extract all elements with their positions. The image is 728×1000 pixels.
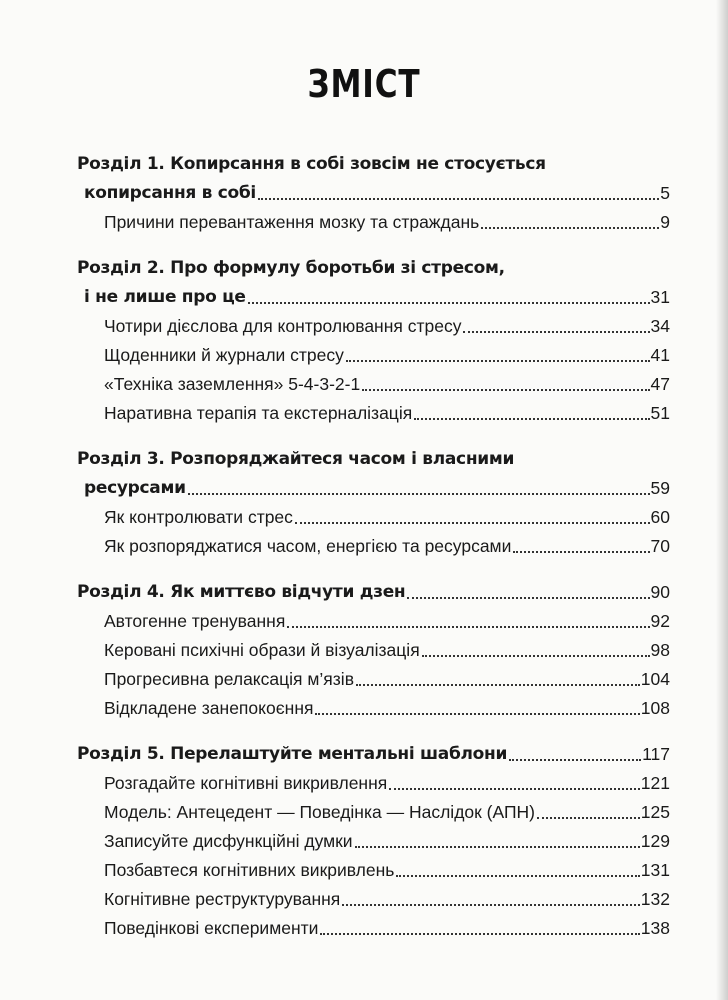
- toc-item-label: Прогресивна релаксація м’язів: [104, 669, 354, 689]
- chapter-heading[interactable]: [77, 150, 670, 179]
- toc-item[interactable]: [77, 532, 670, 561]
- page-title: ЗМІСТ: [307, 62, 421, 106]
- toc-item[interactable]: [77, 665, 670, 694]
- page-number: 90: [650, 582, 670, 602]
- chapter-title-line2: копирсання в собі: [84, 183, 256, 203]
- dot-leader: [509, 758, 641, 761]
- chapter-title-line1: Розділ 4. Як миттєво відчути дзен: [77, 582, 406, 602]
- toc-item[interactable]: [77, 607, 670, 636]
- toc-item[interactable]: [77, 636, 670, 665]
- toc-item[interactable]: [77, 341, 670, 370]
- page-number: 5: [660, 183, 670, 203]
- toc-item-label: Як контролювати стрес: [104, 507, 293, 527]
- toc-item[interactable]: [77, 885, 670, 914]
- dot-leader: [258, 197, 659, 200]
- toc-item[interactable]: [77, 798, 670, 827]
- toc-item-label: Позбавтеся когнітивних викривлень: [104, 860, 395, 880]
- page-number: 138: [640, 918, 670, 938]
- chapter-title-line1: Розділ 5. Перелаштуйте ментальні шаблони: [77, 744, 508, 764]
- dot-leader: [407, 596, 649, 599]
- toc-item[interactable]: [77, 312, 670, 341]
- toc-section-1: [77, 150, 670, 237]
- dot-leader: [315, 712, 639, 715]
- dot-leader: [320, 932, 639, 935]
- dot-leader: [346, 359, 650, 362]
- page-number: 121: [640, 773, 670, 793]
- toc-item-label: Записуйте дисфункційні думки: [104, 831, 353, 851]
- toc-item[interactable]: [77, 694, 670, 723]
- chapter-heading-cont[interactable]: [77, 474, 670, 503]
- toc-item-label: Розгадайте когнітивні викривлення: [104, 773, 388, 793]
- page-number: 70: [650, 536, 670, 556]
- toc-item-label: Щоденники й журнали стресу: [104, 345, 344, 365]
- page-edge-shadow: [716, 0, 728, 1000]
- toc-item-label: Модель: Антецедент — Поведінка — Наслідок (АПН): [104, 802, 535, 822]
- chapter-title-line2: і не лише про це: [84, 287, 246, 307]
- dot-leader: [513, 550, 649, 553]
- chapter-title-line1: Розділ 2. Про формулу боротьби зі стресом,: [77, 258, 505, 278]
- toc-item-label: Поведінкові експерименти: [104, 918, 319, 938]
- page-number: 131: [640, 860, 670, 880]
- page-number: 34: [650, 316, 670, 336]
- dot-leader: [188, 492, 650, 495]
- page-number: 132: [640, 889, 670, 909]
- toc-item-label: Як розпоряджатися часом, енергією та ресурсами: [104, 536, 512, 556]
- chapter-heading[interactable]: [77, 445, 670, 474]
- dot-leader: [356, 683, 640, 686]
- table-of-contents: [77, 150, 670, 960]
- page-number: 41: [650, 345, 670, 365]
- chapter-heading-cont[interactable]: [77, 283, 670, 312]
- toc-section-3: [77, 445, 670, 561]
- chapter-heading-cont[interactable]: [77, 179, 670, 208]
- page-number: 108: [640, 698, 670, 718]
- dot-leader: [287, 625, 649, 628]
- toc-item-label: Автогенне тренування: [104, 611, 286, 631]
- dot-leader: [463, 330, 649, 333]
- toc-item-label: Відкладене занепокоєння: [104, 698, 314, 718]
- page-number: 129: [640, 831, 670, 851]
- page-number: 60: [650, 507, 670, 527]
- page-number: 59: [650, 478, 670, 498]
- toc-item[interactable]: [77, 503, 670, 532]
- page-number: 104: [640, 669, 670, 689]
- chapter-title-line2: ресурсами: [84, 478, 186, 498]
- dot-leader: [481, 226, 659, 229]
- toc-section-4: [77, 578, 670, 723]
- chapter-title-line1: Розділ 1. Копирсання в собі зовсім не стосується: [77, 154, 546, 174]
- toc-item[interactable]: [77, 208, 670, 237]
- dot-leader: [248, 301, 650, 304]
- page-number: 117: [642, 744, 670, 764]
- toc-item[interactable]: [77, 370, 670, 399]
- toc-item-label: Когнітивне реструктурування: [104, 889, 341, 909]
- dot-leader: [396, 874, 639, 877]
- page-number: 51: [650, 403, 670, 423]
- toc-item[interactable]: [77, 769, 670, 798]
- dot-leader: [414, 417, 649, 420]
- toc-section-5: [77, 740, 670, 943]
- page-number: 125: [640, 802, 670, 822]
- page-number: 92: [650, 611, 670, 631]
- toc-section-2: [77, 254, 670, 428]
- toc-item[interactable]: [77, 856, 670, 885]
- chapter-title-line1: Розділ 3. Розпоряджайтеся часом і власними: [77, 449, 515, 469]
- toc-item[interactable]: [77, 399, 670, 428]
- page-number: 47: [650, 374, 670, 394]
- dot-leader: [537, 816, 640, 819]
- dot-leader: [355, 845, 640, 848]
- dot-leader: [362, 388, 649, 391]
- chapter-heading[interactable]: [77, 740, 670, 769]
- toc-item-label: Чотири дієслова для контролювання стресу: [104, 316, 462, 336]
- toc-item-label: Керовані психічні образи й візуалізація: [104, 640, 420, 660]
- toc-item[interactable]: [77, 827, 670, 856]
- dot-leader: [389, 787, 640, 790]
- toc-item-label: Наративна терапія та екстерналізація: [104, 403, 413, 423]
- page-number: 98: [650, 640, 670, 660]
- dot-leader: [422, 654, 650, 657]
- chapter-heading[interactable]: [77, 578, 670, 607]
- toc-item[interactable]: [77, 914, 670, 943]
- page-number: 31: [650, 287, 670, 307]
- toc-item-label: «Техніка заземлення» 5-4-3-2-1: [104, 374, 361, 394]
- page-number: 9: [660, 212, 670, 232]
- dot-leader: [342, 903, 640, 906]
- chapter-heading[interactable]: [77, 254, 670, 283]
- dot-leader: [295, 521, 650, 524]
- toc-item-label: Причини перевантаження мозку та страждань: [104, 212, 480, 232]
